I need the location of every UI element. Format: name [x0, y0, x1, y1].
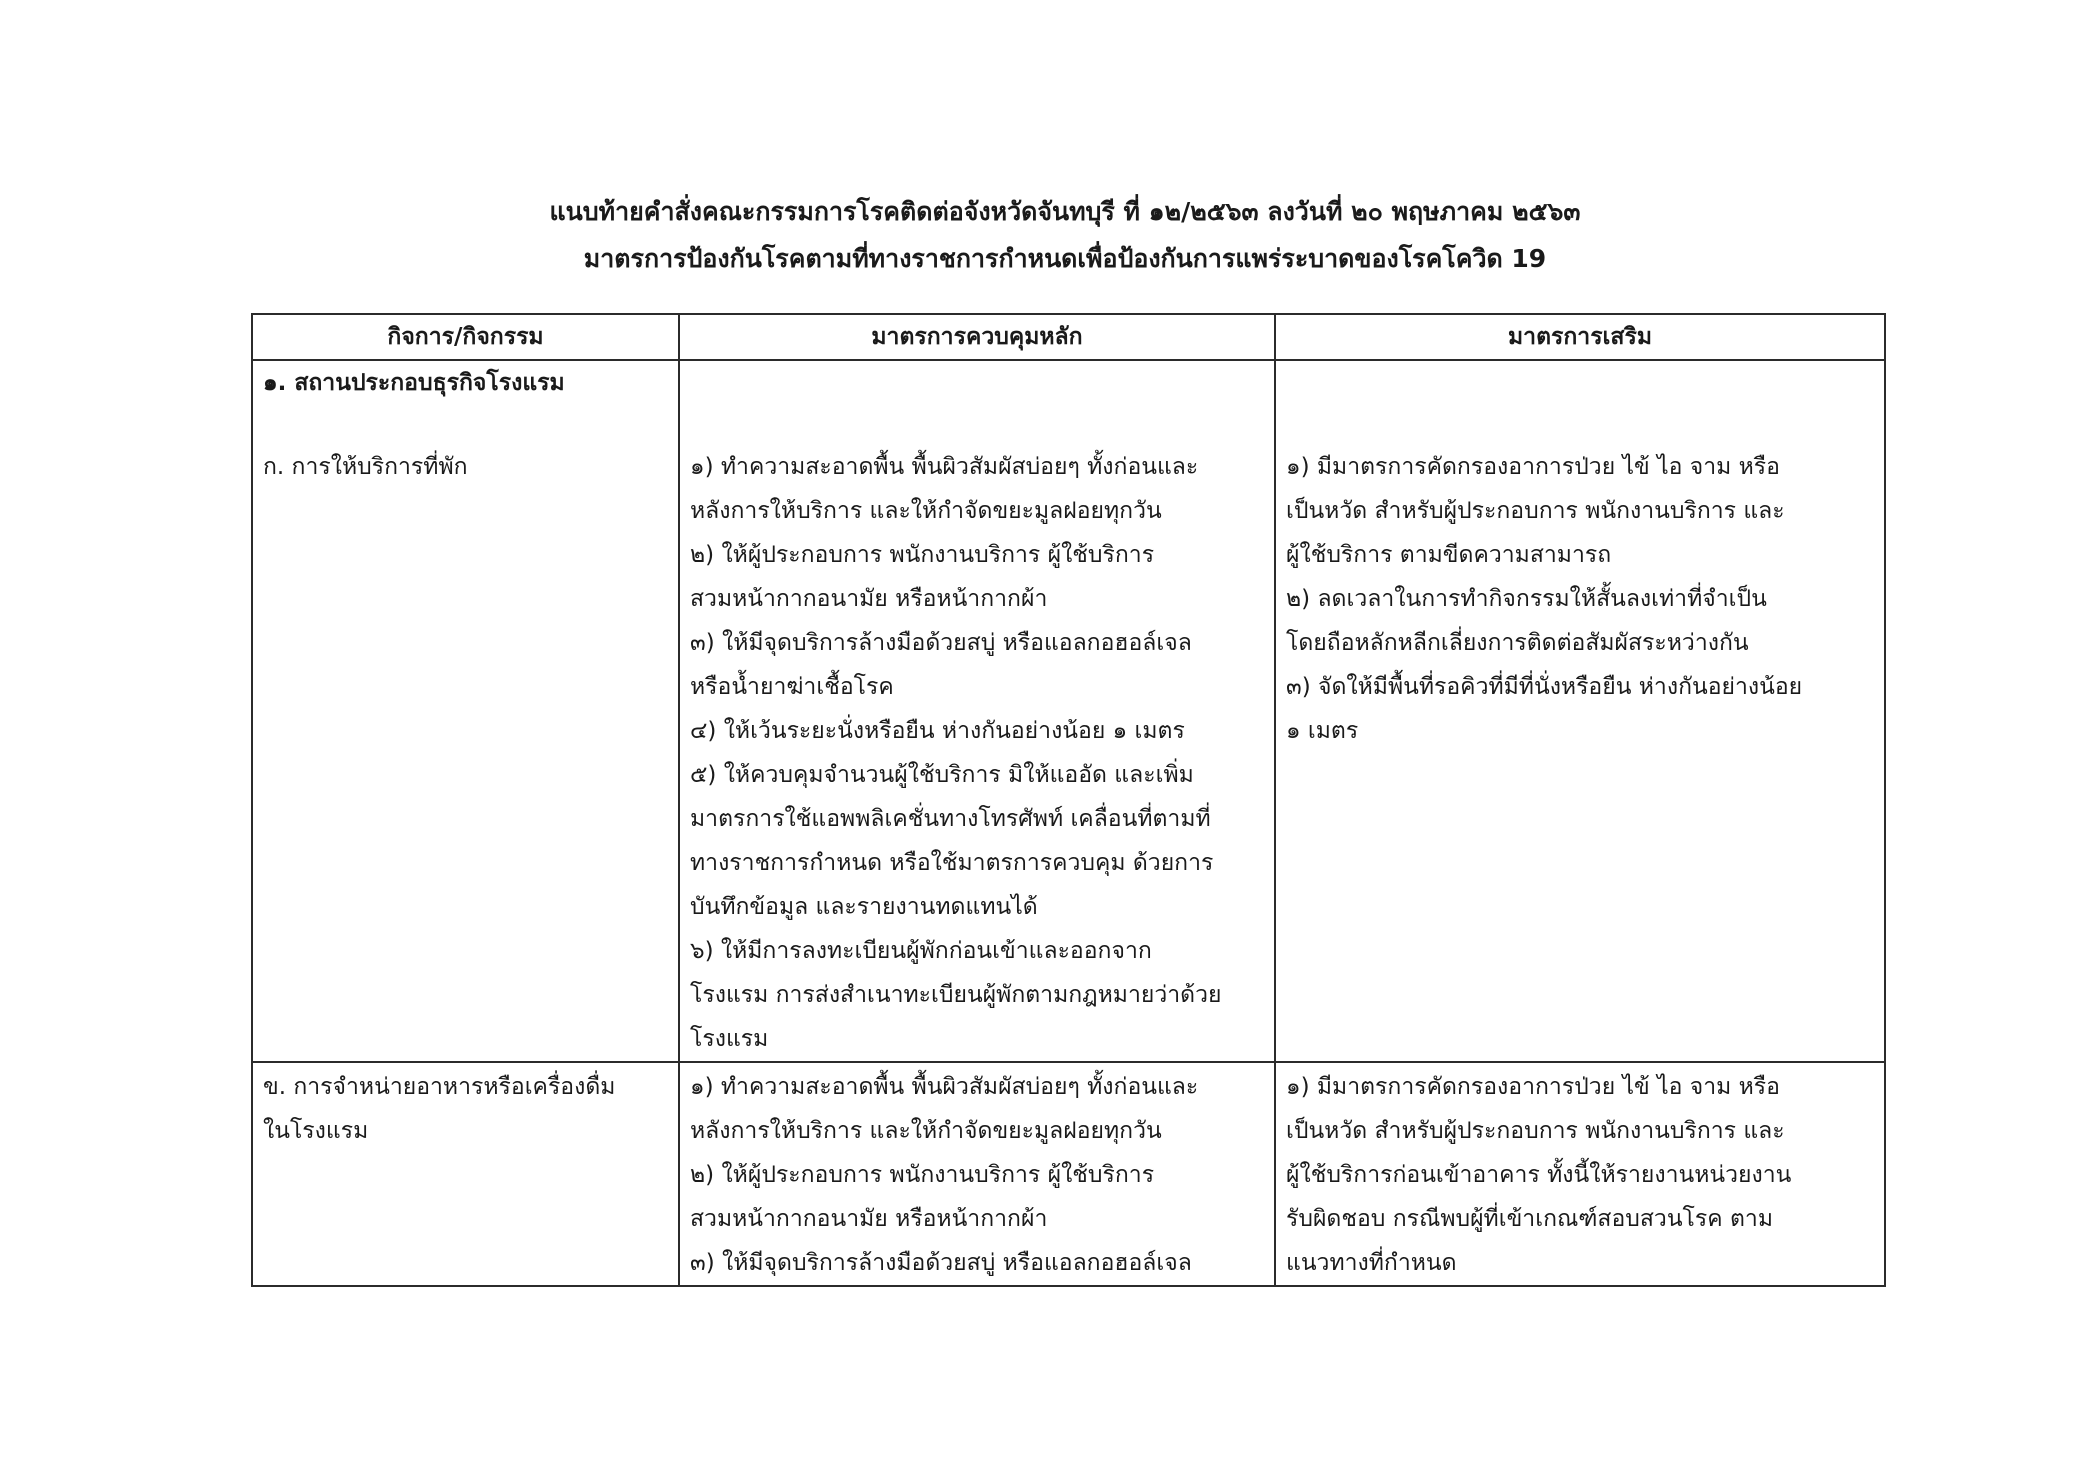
activity-label: ก. การให้บริการที่พัก [263, 454, 468, 480]
cell-spacer [1286, 361, 1874, 445]
main-measure-line: ๓) ให้มีจุดบริการล้างมือด้วยสบู่ หรือแอลกอฮอล์เจล [690, 1250, 1192, 1276]
extra-measure-line: เป็นหวัด สำหรับผู้ประกอบการ พนักงานบริการ และ [1286, 498, 1785, 524]
header-main-measures: มาตรการควบคุมหลัก [679, 314, 1275, 360]
table-header-row [252, 314, 1885, 360]
extra-measure-line: โดยถือหลักหลีกเลี่ยงการติดต่อสัมผัสระหว่างกัน [1286, 630, 1749, 656]
main-measure-line: ทางราชการกำหนด หรือใช้มาตรการควบคุม ด้วยการ [690, 850, 1214, 876]
extra-measure-line: ผู้ใช้บริการก่อนเข้าอาคาร ทั้งนี้ให้รายงานหน่วยงาน [1286, 1162, 1792, 1188]
main-measure-line: ๖) ให้มีการลงทะเบียนผู้พักก่อนเข้าและออกจาก [690, 938, 1152, 964]
extra-measure-line: ๒) ลดเวลาในการทำกิจกรรมให้สั้นลงเท่าที่จำเป็น [1286, 586, 1767, 612]
extra-measure-line: ๓) จัดให้มีพื้นที่รอคิวที่มีที่นั่งหรือยืน ห่างกันอย่างน้อย [1286, 674, 1803, 700]
document-title-line-1: แนบท้ายคำสั่งคณะกรรมการโรคติดต่อจังหวัดจันทบุรี ที่ ๑๒/๒๕๖๓ ลงวันที่ ๒๐ พฤษภาคม ๒๕๖๓ [549, 197, 1581, 226]
header-extra-measures: มาตรการเสริม [1275, 314, 1885, 360]
extra-measure-line: ๑ เมตร [1286, 718, 1359, 744]
main-measure-line: บันทึกข้อมูล และรายงานทดแทนได้ [690, 894, 1038, 920]
activity-label: ในโรงแรม [263, 1118, 369, 1144]
main-measure-line: ๒) ให้ผู้ประกอบการ พนักงานบริการ ผู้ใช้บริการ [690, 542, 1155, 568]
main-measure-line: หลังการให้บริการ และให้กำจัดขยะมูลฝอยทุกวัน [690, 1118, 1162, 1144]
main-measures-cell [679, 1062, 1275, 1286]
extra-measures-cell [1275, 360, 1885, 1062]
header-activity: กิจการ/กิจกรรม [252, 314, 679, 360]
extra-measure-line: ผู้ใช้บริการ ตามขีดความสามารถ [1286, 542, 1612, 568]
extra-measures-cell [1275, 1062, 1885, 1286]
extra-measure-line: ๑) มีมาตรการคัดกรองอาการป่วย ไข้ ไอ จาม หรือ [1286, 1074, 1780, 1100]
activity-cell [252, 1062, 679, 1286]
cell-spacer [690, 361, 1264, 445]
main-measure-line: โรงแรม [690, 1026, 769, 1052]
main-measure-line: ๒) ให้ผู้ประกอบการ พนักงานบริการ ผู้ใช้บริการ [690, 1162, 1155, 1188]
main-measure-line: ๔) ให้เว้นระยะนั่งหรือยืน ห่างกันอย่างน้อย ๑ เมตร [690, 718, 1185, 744]
main-measure-line: ๓) ให้มีจุดบริการล้างมือด้วยสบู่ หรือแอลกอฮอล์เจล [690, 630, 1192, 656]
document-title-line-2: มาตรการป้องกันโรคตามที่ทางราชการกำหนดเพื่อป้องกันการแพร่ระบาดของโรคโควิด 19 [583, 244, 1547, 273]
table-row [252, 360, 1885, 1062]
extra-measure-line: รับผิดชอบ กรณีพบผู้ที่เข้าเกณฑ์สอบสวนโรค ตาม [1286, 1206, 1773, 1232]
main-measure-line: สวมหน้ากากอนามัย หรือหน้ากากผ้า [690, 1206, 1048, 1232]
extra-measure-line: ๑) มีมาตรการคัดกรองอาการป่วย ไข้ ไอ จาม หรือ [1286, 454, 1780, 480]
extra-measure-line: เป็นหวัด สำหรับผู้ประกอบการ พนักงานบริการ และ [1286, 1118, 1785, 1144]
activity-label: ข. การจำหน่ายอาหารหรือเครื่องดื่ม [263, 1074, 616, 1100]
main-measure-line: หลังการให้บริการ และให้กำจัดขยะมูลฝอยทุกวัน [690, 498, 1162, 524]
main-measure-line: ๑) ทำความสะอาดพื้น พื้นผิวสัมผัสบ่อยๆ ทั้งก่อนและ [690, 454, 1199, 480]
main-measure-line: มาตรการใช้แอพพลิเคชั่นทางโทรศัพท์ เคลื่อนที่ตามที่ [690, 806, 1211, 832]
extra-measure-line: แนวทางที่กำหนด [1286, 1250, 1457, 1276]
main-measure-line: โรงแรม การส่งสำเนาทะเบียนผู้พักตามกฎหมายว่าด้วย [690, 982, 1222, 1008]
section-heading: ๑. สถานประกอบธุรกิจโรงแรม [263, 370, 565, 396]
main-measure-line: สวมหน้ากากอนามัย หรือหน้ากากผ้า [690, 586, 1048, 612]
activity-cell [252, 360, 679, 1062]
main-measure-line: ๕) ให้ควบคุมจำนวนผู้ใช้บริการ มิให้แออัด และเพิ่ม [690, 762, 1194, 788]
measures-table [251, 313, 1886, 1287]
table-row [252, 1062, 1885, 1286]
main-measures-cell [679, 360, 1275, 1062]
main-measure-line: หรือน้ำยาฆ่าเชื้อโรค [690, 674, 894, 700]
main-measure-line: ๑) ทำความสะอาดพื้น พื้นผิวสัมผัสบ่อยๆ ทั้งก่อนและ [690, 1074, 1199, 1100]
